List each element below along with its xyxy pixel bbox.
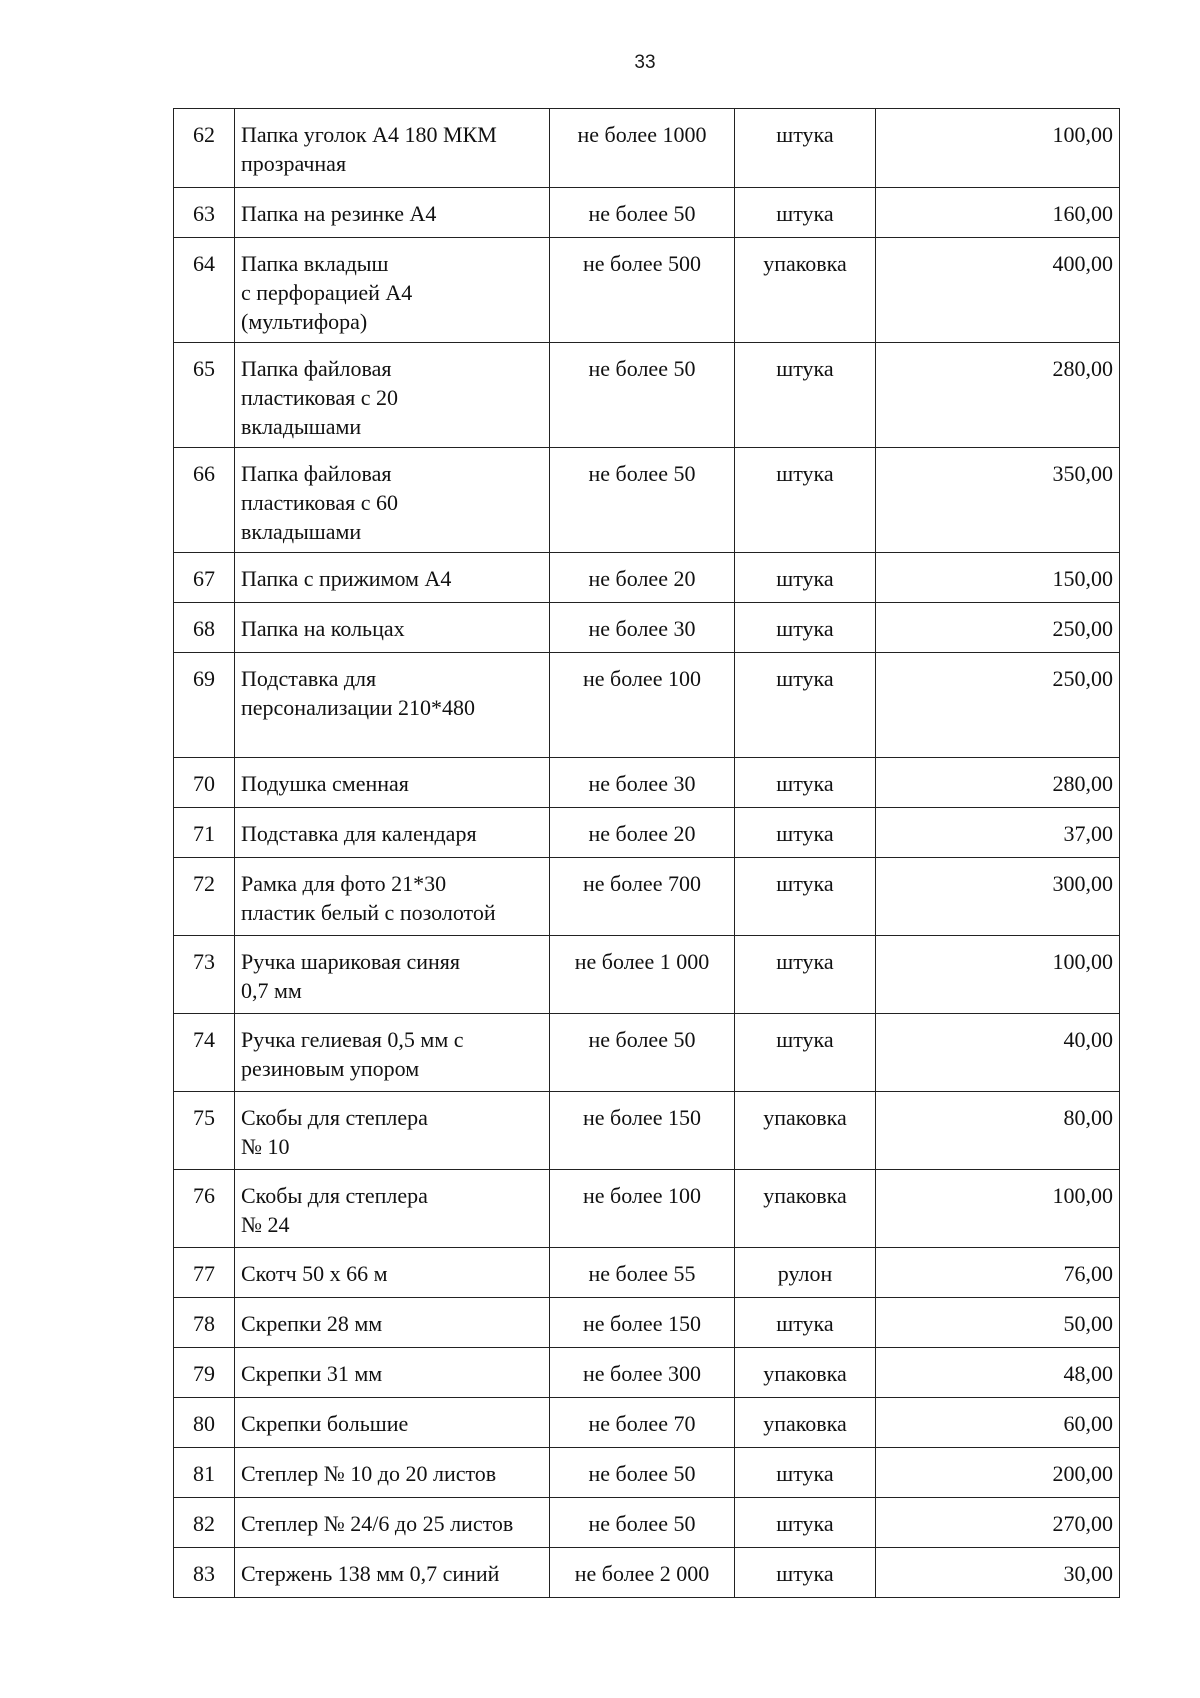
price-cell: 280,00 <box>876 758 1120 808</box>
unit-cell: штука <box>735 188 876 238</box>
row-number-cell: 75 <box>174 1092 235 1170</box>
item-name-line: Папка на кольцах <box>241 616 405 641</box>
unit-cell: штука <box>735 758 876 808</box>
price-cell: 37,00 <box>876 808 1120 858</box>
price-cell: 200,00 <box>876 1448 1120 1498</box>
item-name-cell <box>235 1014 550 1092</box>
unit-cell: штука <box>735 808 876 858</box>
unit-cell: штука <box>735 858 876 936</box>
item-name-cell <box>235 188 550 238</box>
item-name-line: Папка файловая <box>241 461 392 486</box>
price-cell: 250,00 <box>876 653 1120 758</box>
item-name-line: Папка вкладыш <box>241 251 389 276</box>
unit-cell: штука <box>735 1498 876 1548</box>
item-name-line: резиновым упором <box>241 1056 420 1081</box>
quantity-cell: не более 50 <box>550 1498 735 1548</box>
price-cell: 270,00 <box>876 1498 1120 1548</box>
row-number-cell: 71 <box>174 808 235 858</box>
table-row <box>174 603 1120 653</box>
table-row <box>174 758 1120 808</box>
price-cell: 60,00 <box>876 1398 1120 1448</box>
row-number-cell: 76 <box>174 1170 235 1248</box>
unit-cell: рулон <box>735 1248 876 1298</box>
quantity-cell: не более 70 <box>550 1398 735 1448</box>
unit-cell: штука <box>735 936 876 1014</box>
item-name-cell <box>235 109 550 188</box>
table-row <box>174 1248 1120 1298</box>
page-number: 33 <box>634 52 656 73</box>
item-name-line: Папка на резинке А4 <box>241 201 437 226</box>
table-row <box>174 109 1120 188</box>
table-row <box>174 936 1120 1014</box>
item-name-cell <box>235 553 550 603</box>
item-name-line: № 10 <box>241 1134 290 1159</box>
unit-cell: штука <box>735 1014 876 1092</box>
item-name-cell <box>235 238 550 343</box>
item-name-cell <box>235 1170 550 1248</box>
price-cell: 400,00 <box>876 238 1120 343</box>
item-name-cell <box>235 603 550 653</box>
item-name-line: персонализации 210*480 <box>241 695 476 720</box>
item-name-cell <box>235 858 550 936</box>
item-name-line: Папка с прижимом А4 <box>241 566 452 591</box>
item-name-line: вкладышами <box>241 519 362 544</box>
item-name-cell <box>235 1092 550 1170</box>
quantity-cell: не более 50 <box>550 188 735 238</box>
item-name-cell <box>235 653 550 758</box>
item-name-cell <box>235 808 550 858</box>
quantity-cell: не более 500 <box>550 238 735 343</box>
item-name-line: Скрепки большие <box>241 1411 409 1436</box>
unit-cell: упаковка <box>735 1092 876 1170</box>
item-name-line: Скрепки 28 мм <box>241 1311 383 1336</box>
unit-cell: штука <box>735 1548 876 1598</box>
row-number-cell: 66 <box>174 448 235 553</box>
unit-cell: штука <box>735 448 876 553</box>
item-name-cell <box>235 758 550 808</box>
price-cell: 160,00 <box>876 188 1120 238</box>
row-number-cell: 78 <box>174 1298 235 1348</box>
price-cell: 100,00 <box>876 1170 1120 1248</box>
row-number-cell: 77 <box>174 1248 235 1298</box>
item-name-cell <box>235 1398 550 1448</box>
item-name-line: Подставка для <box>241 666 377 691</box>
row-number-cell: 70 <box>174 758 235 808</box>
quantity-cell: не более 50 <box>550 343 735 448</box>
item-name-line: пластиковая с 20 <box>241 385 398 410</box>
row-number-cell: 81 <box>174 1448 235 1498</box>
unit-cell: штука <box>735 1448 876 1498</box>
table-row <box>174 1498 1120 1548</box>
row-number-cell: 74 <box>174 1014 235 1092</box>
unit-cell: упаковка <box>735 1170 876 1248</box>
table-row <box>174 1548 1120 1598</box>
item-name-line: прозрачная <box>241 151 347 176</box>
table-row <box>174 1014 1120 1092</box>
price-cell: 300,00 <box>876 858 1120 936</box>
row-number-cell: 62 <box>174 109 235 188</box>
item-name-line: Скотч 50 х 66 м <box>241 1261 388 1286</box>
quantity-cell: не более 700 <box>550 858 735 936</box>
unit-cell: штука <box>735 109 876 188</box>
item-name-line: Стержень 138 мм 0,7 синий <box>241 1561 500 1586</box>
table-row <box>174 808 1120 858</box>
price-cell: 250,00 <box>876 603 1120 653</box>
item-name-line: Папка файловая <box>241 356 392 381</box>
item-name-line: Ручка шариковая синяя <box>241 949 461 974</box>
price-cell: 80,00 <box>876 1092 1120 1170</box>
quantity-cell: не более 300 <box>550 1348 735 1398</box>
row-number-cell: 82 <box>174 1498 235 1548</box>
item-name-line: Скобы для степлера <box>241 1183 428 1208</box>
item-name-line: Подставка для календаря <box>241 821 477 846</box>
item-name-cell <box>235 1448 550 1498</box>
table-row <box>174 553 1120 603</box>
unit-cell: штука <box>735 653 876 758</box>
item-name-line: Рамка для фото 21*30 <box>241 871 447 896</box>
row-number-cell: 80 <box>174 1398 235 1448</box>
table-row <box>174 343 1120 448</box>
unit-cell: упаковка <box>735 238 876 343</box>
unit-cell: штука <box>735 603 876 653</box>
quantity-cell: не более 20 <box>550 553 735 603</box>
table-body <box>174 109 1120 1598</box>
price-cell: 48,00 <box>876 1348 1120 1398</box>
price-cell: 100,00 <box>876 936 1120 1014</box>
quantity-cell: не более 55 <box>550 1248 735 1298</box>
item-name-cell <box>235 1348 550 1398</box>
row-number-cell: 83 <box>174 1548 235 1598</box>
quantity-cell: не более 1 000 <box>550 936 735 1014</box>
item-name-line: Степлер № 24/6 до 25 листов <box>241 1511 514 1536</box>
quantity-cell: не более 150 <box>550 1092 735 1170</box>
item-name-line: № 24 <box>241 1212 290 1237</box>
item-name-cell <box>235 448 550 553</box>
row-number-cell: 67 <box>174 553 235 603</box>
quantity-cell: не более 50 <box>550 448 735 553</box>
row-number-cell: 69 <box>174 653 235 758</box>
table-row <box>174 1398 1120 1448</box>
item-name-cell <box>235 1248 550 1298</box>
item-name-line: пластик белый с позолотой <box>241 900 496 925</box>
item-name-line: Степлер № 10 до 20 листов <box>241 1461 497 1486</box>
table-row <box>174 1092 1120 1170</box>
item-name-cell <box>235 1548 550 1598</box>
quantity-cell: не более 150 <box>550 1298 735 1348</box>
quantity-cell: не более 50 <box>550 1448 735 1498</box>
quantity-cell: не более 30 <box>550 603 735 653</box>
table-row <box>174 238 1120 343</box>
table-row <box>174 1348 1120 1398</box>
item-name-line: 0,7 мм <box>241 978 302 1003</box>
unit-cell: штука <box>735 343 876 448</box>
table-row <box>174 653 1120 758</box>
unit-cell: упаковка <box>735 1398 876 1448</box>
unit-cell: штука <box>735 1298 876 1348</box>
item-name-line: Ручка гелиевая 0,5 мм с <box>241 1027 464 1052</box>
row-number-cell: 79 <box>174 1348 235 1398</box>
row-number-cell: 72 <box>174 858 235 936</box>
item-name-line: Папка уголок А4 180 МКМ <box>241 122 497 147</box>
price-cell: 76,00 <box>876 1248 1120 1298</box>
quantity-cell: не более 50 <box>550 1014 735 1092</box>
quantity-cell: не более 30 <box>550 758 735 808</box>
quantity-cell: не более 100 <box>550 1170 735 1248</box>
item-name-cell <box>235 343 550 448</box>
supplies-table <box>173 108 1120 1598</box>
row-number-cell: 63 <box>174 188 235 238</box>
quantity-cell: не более 100 <box>550 653 735 758</box>
item-name-cell <box>235 1498 550 1548</box>
quantity-cell: не более 1000 <box>550 109 735 188</box>
item-name-line: пластиковая с 60 <box>241 490 398 515</box>
table-row <box>174 188 1120 238</box>
table-row <box>174 1448 1120 1498</box>
item-name-line: Скобы для степлера <box>241 1105 428 1130</box>
price-cell: 150,00 <box>876 553 1120 603</box>
unit-cell: штука <box>735 553 876 603</box>
row-number-cell: 64 <box>174 238 235 343</box>
price-cell: 280,00 <box>876 343 1120 448</box>
price-cell: 30,00 <box>876 1548 1120 1598</box>
row-number-cell: 73 <box>174 936 235 1014</box>
item-name-line: Скрепки 31 мм <box>241 1361 383 1386</box>
price-cell: 350,00 <box>876 448 1120 553</box>
quantity-cell: не более 20 <box>550 808 735 858</box>
table-row <box>174 448 1120 553</box>
row-number-cell: 68 <box>174 603 235 653</box>
table-row <box>174 1298 1120 1348</box>
table-row <box>174 1170 1120 1248</box>
row-number-cell: 65 <box>174 343 235 448</box>
item-name-cell <box>235 1298 550 1348</box>
item-name-line: (мультифора) <box>241 309 368 334</box>
item-name-line: Подушка сменная <box>241 771 409 796</box>
unit-cell: упаковка <box>735 1348 876 1398</box>
item-name-line: с перфорацией А4 <box>241 280 413 305</box>
price-cell: 40,00 <box>876 1014 1120 1092</box>
item-name-cell <box>235 936 550 1014</box>
price-cell: 50,00 <box>876 1298 1120 1348</box>
table-row <box>174 858 1120 936</box>
quantity-cell: не более 2 000 <box>550 1548 735 1598</box>
price-cell: 100,00 <box>876 109 1120 188</box>
item-name-line: вкладышами <box>241 414 362 439</box>
